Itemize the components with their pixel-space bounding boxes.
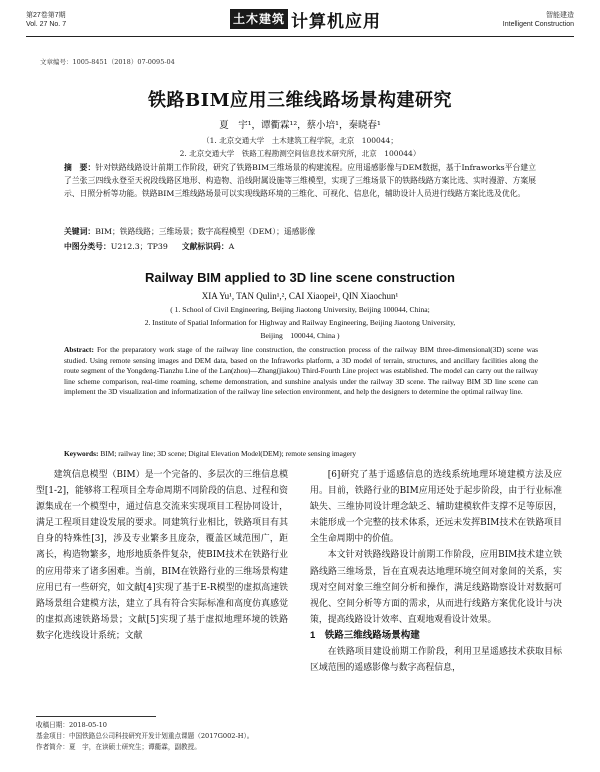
affiliation-cn-2: 2. 北京交通大学 铁路工程勘测空间信息技术研究所，北京 100044） [179,149,421,158]
keywords-cn-label: 关键词： [64,227,96,236]
abstract-en-label: Abstract: [64,345,94,354]
logo-text: 计算机应用 [291,11,382,31]
footnote-author: 作者简介：夏 宇，在读硕士研究生；谭衢霖，副教授。 [36,743,201,751]
doc-code: A [228,242,235,251]
abstract-cn-text: 针对铁路线路设计前期工作阶段，研究了铁路BIM三维场景的构建流程。应用遥感影像与DEM数据，基于Infraworks平台建立了兰张三四线永登至天祝段线路区地形、构造物、沿线附属设施等三维模型，实现了三维场景下的铁路线路方案比选、实时漫游、方案展示、日照分析等功能。铁路BIM三维线路场景可以实现线路环境的三维化、可视化、信息化，辅助设计人员进行线路方案比选及优化。 [64,163,537,199]
footnote-divider [36,716,156,717]
keywords-en-text: BIM; railway line; 3D scene; Digital Elevation Model(DEM); remote sensing imagery [100,449,357,458]
column-info [503,11,574,29]
issue-info [26,11,66,29]
title-chinese: 铁路BIM应用三维线路场景构建研究 [147,90,453,111]
authors-english: XIA Yu¹, TAN Qulin¹,², CAI Xiaopei¹, QIN Xiaochun¹ [201,291,399,301]
document-id: 文章编号：1005-8451（2018）07-0095-04 [40,58,175,66]
title-english: Railway BIM applied to 3D line scene construction [145,270,455,285]
footnote-funding: 基金项目：中国铁路总公司科技研究开发计划重点课题（2017G002-H）。 [36,732,254,740]
abstract-english [64,345,538,398]
affiliation-en-3: Beijing 100044, China ) [260,331,340,340]
abstract-en-text: For the preparatory work stage of the railway line construction, the construction process of the railway BIM three-dimensional(3D) scene was studied. Using remote sensing images and DEM data, based on the Infraworks platform, a 3D model of terrain, structures, and ancillary facilities along the route segment of the Yongdeng-Tianzhu Line of the Lan(zhou)—Zhang(jiakou) Third-Fourth Line project was established. The model can carry out the railway line scheme comparison, real-time roaming, scheme demonstration, and sunshine analysis under the railway 3D scene. The railway BIM 3D line scene can implement the 3D visualization and informatization of the railway line selection environment, and help the designers to determine the optimal railway line. [64,345,538,397]
abstract-chinese [64,161,536,201]
body-column-right [310,467,562,676]
logo-box: 土木建筑 [230,9,288,29]
footnote-received: 收稿日期：2018-05-10 [36,721,107,729]
doc-code-label: 文献标识码： [181,242,229,251]
classification-chinese [64,241,536,252]
keywords-chinese [64,226,536,237]
clc-label: 中图分类号： [64,242,111,251]
header-divider [26,36,574,37]
abstract-cn-label: 摘 要： [64,163,96,172]
body-paragraph: [6]研究了基于遥感信息的选线系统地理环境建模方法及应用。目前，铁路行业的BIM应用还处于起步阶段，由于行业标准缺失、三维协同设计理念缺乏、辅助建模软件支撑不足等原因，未能形成一个完整的技术体系，还远未发挥BIM技术在铁路项目全生命周期中的价值。 [310,470,562,545]
authors-chinese: 夏 宇¹，谭衢霖¹²，蔡小培¹，秦晓春¹ [219,120,381,131]
column-cn: 智能建造 [546,12,574,19]
keywords-cn-text: BIM；铁路线路；三维场景；数字高程模型（DEM）；遥感影像 [95,227,316,236]
keywords-en-label: Keywords: [64,449,99,458]
body-paragraph: 本文针对铁路线路设计前期工作阶段，应用BIM技术建立铁路线路三维场景，旨在直观表达地理环境空间对象间的关系，实现对空间对象三维空间分析和操作，满足线路勘察设计对数据可视化、空间分析等方面的需求，从而进行线路方案优化设计与决策，提高线路设计效率、直观地观看设计效果。 [310,550,562,625]
section-heading: 1 铁路三维线路场景构建 [310,629,420,641]
affiliation-en-1: ( 1. School of Civil Engineering, Beijing Jiaotong University, Beijing 100044, China; [170,305,430,314]
body-paragraph: 建筑信息模型（BIM）是一个完备的、多层次的三维信息模型[1-2]，能够将工程项目全寿命周期不同阶段的信息、过程和资源集成在一个模型中，通过信息交流来实现项目工程协同设计，满足工程项目建设发展的要求。同建筑行业相比，铁路项目有其自身的特殊性[3]，涉及专业繁多且庞杂，覆盖区域范围广，距离长，构造物繁多，地形地质条件复杂，使BIM技术在铁路行业的应用带来了诸多困难。当前，BIM在铁路行业的三维场景构建应用已有一些研究，如文献[4]实现了基于E-R模型的虚拟高速铁路场景组合建模方法，建立了具有符合实际标准和高度仿真感觉的虚拟高速铁路场景；文献[5]实现了基于虚拟地理环境的铁路数字化选线设计系统；文献 [36,470,288,641]
body-paragraph: 在铁路项目建设前期工作阶段，利用卫星遥感技术获取目标区域范围的遥感影像与数字高程信息， [310,647,562,674]
affiliation-cn-1: （1. 北京交通大学 土木建筑工程学院，北京 100044； [202,136,398,145]
issue-cn: 第27卷第7期 [26,12,66,19]
body-column-left [36,467,288,644]
clc-code: U212.3；TP39 [110,242,168,251]
affiliation-en-2: 2. Institute of Spatial Information for Highway and Railway Engineering, Beijing Jiaotong University, [144,318,456,327]
journal-logo [230,8,381,30]
issue-en: Vol. 27 No. 7 [26,21,67,28]
keywords-english [64,449,538,458]
column-en: Intelligent Construction [502,21,574,28]
